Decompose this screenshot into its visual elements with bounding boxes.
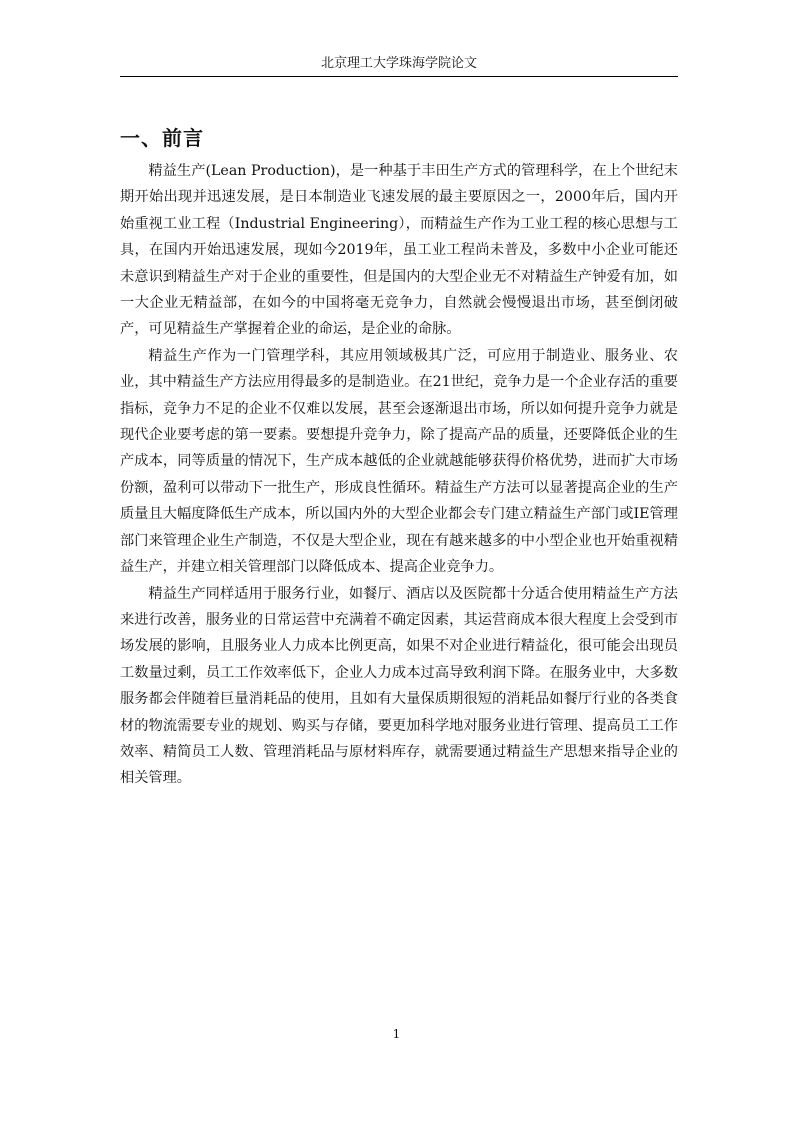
paragraph-2: 精益生产作为一门管理学科，其应用领域极其广泛，可应用于制造业、服务业、农业，其中精益生产方法应用得最多的是制造业。在21世纪，竞争力是一个企业存活的重要指标，竞争力不足的企业不仅难以发展，甚至会逐渐退出市场，所以如何提升竞争力就是现代企业要考虑的第一要素。要想提升竞争力，除了提高产品的质量，还要降低企业的生产成本，同等质量的情况下，生产成本越低的企业就越能够获得价格优势，进而扩大市场份额，盈利可以带动下一批生产，形成良性循环。精益生产方法可以显著提高企业的生产质量且大幅度降低生产成本，所以国内外的大型企业都会专门建立精益生产部门或IE管理部门来管理企业生产制造，不仅是大型企业，现在有越来越多的中小型企业也开始重视精益生产，并建立相关管理部门以降低成本、提高企业竞争力。 [120, 347, 678, 576]
paragraph-3: 精益生产同样适用于服务行业，如餐厅、酒店以及医院都十分适合使用精益生产方法来进行改善，服务业的日常运营中充满着不确定因素，其运营商成本很大程度上会受到市场发展的影响，且服务业人力成本比例更高，如果不对企业进行精益化，很可能会出现员工数量过剩，员工工作效率低下，企业人力成本过高导致利润下降。在服务业中，大多数服务都会伴随着巨量消耗品的使用，且如有大量保质期很短的消耗品如餐厅行业的各类食材的物流需要专业的规划、购买与存储，要更加科学地对服务业进行管理、提高员工工作效率、精简员工人数、管理消耗品与原材料库存，就需要通过精益生产思想来指导企业的相关管理。 [120, 585, 678, 787]
page-number: 1 [392, 1027, 401, 1041]
page-header: 北京理工大学珠海学院论文 [320, 56, 477, 71]
paragraph-1: 精益生产(Lean Production)，是一种基于丰田生产方式的管理科学，在上个世纪末期开始出现并迅速发展，是日本制造业飞速发展的最主要原因之一，2000年后，国内开始重视工业工程（Industrial Engineering），而精益生产作为工业工程的核心思想与工具，在国内开始迅速发展，现如今2019年，虽工业工程尚未普及，多数中小企业可能还未意识到精益生产对于企业的重要性，但是国内的大型企业无不对精益生产钟爱有加，如一大企业无精益部，在如今的中国将毫无竞争力，自然就会慢慢退出市场，甚至倒闭破产，可见精益生产掌握着企业的命运，是企业的命脉。 [120, 163, 678, 338]
header-rule [120, 76, 678, 77]
section-heading: 一、前言 [120, 126, 204, 150]
body-text [120, 158, 678, 792]
